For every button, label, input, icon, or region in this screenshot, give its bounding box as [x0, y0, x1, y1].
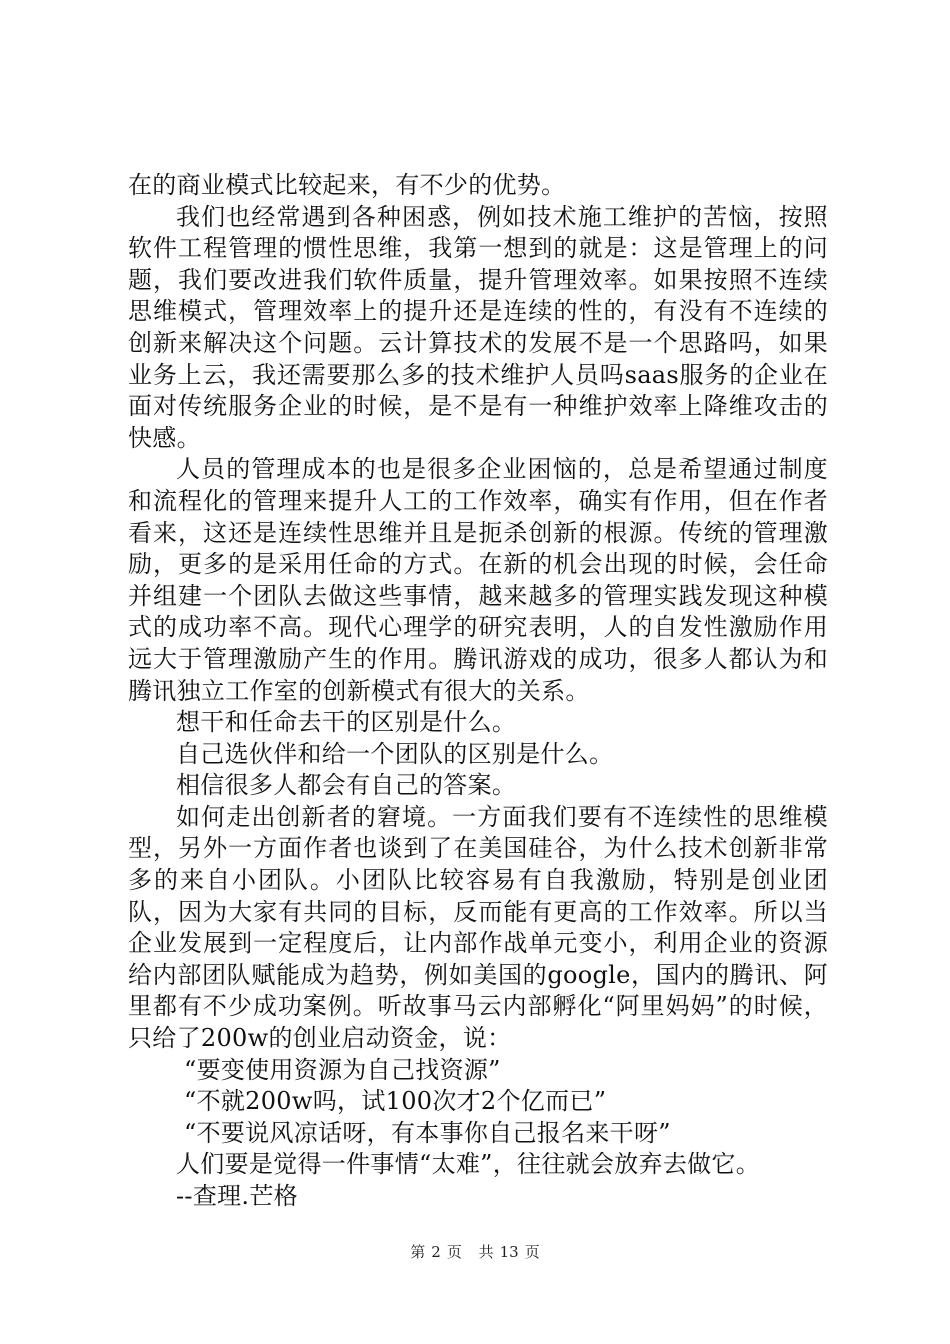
quote-3: “不要说风凉话呀，有本事你自己报名来干呀”: [184, 1118, 671, 1147]
page-footer: [0, 1241, 950, 1262]
page-number: 2: [431, 1243, 441, 1261]
quote-1: “要变使用资源为自己找资源”: [184, 1055, 501, 1084]
closing-quote: 人们要是觉得一件事情“太难”，往往就会放弃去做它。: [176, 1150, 761, 1179]
page-label-suffix: 页: [446, 1243, 462, 1261]
paragraph-5: 自己选伙伴和给一个团队的区别是什么。: [176, 739, 614, 768]
paragraph-3: 人员的管理成本的也是很多企业困恼的，总是希望通过制度和流程化的管理来提升人工的工作效率，确实有作用，但在作者看来，这还是连续性思维并且是扼杀创新的根源。传统的管理激励，更多的是采用任命的方式。在新的机会出现的时候，会任命并组建一个团队去做这些事情，越来越多的管理实践发现这种模式的成功率不高。现代心理学的研究表明，人的自发性激励作用远大于管理激励产生的作用。腾讯游戏的成功，很多人都认为和腾讯独立工作室的创新模式有很大的关系。: [128, 455, 828, 705]
paragraph-2: 我们也经常遇到各种困惑，例如技术施工维护的苦恼，按照软件工程管理的惯性思维，我第一想到的就是：这是管理上的问题，我们要改进我们软件质量，提升管理效率。如果按照不连续思维模式，管理效率上的提升还是连续的性的，有没有不连续的创新来解决这个问题。云计算技术的发展不是一个思路吗，如果业务上云，我还需要那么多的技术维护人员吗saas服务的企业在面对传统服务企业的时候，是不是有一种维护效率上降维攻击的快感。: [128, 202, 828, 452]
quote-2: “不就200w吗，试100次才2个亿而已”: [184, 1087, 607, 1116]
total-label-suffix: 页: [524, 1243, 540, 1261]
page-label-prefix: 第: [410, 1243, 426, 1261]
document-body: [128, 170, 828, 1213]
paragraph-4: 想干和任命去干的区别是什么。: [176, 708, 517, 737]
paragraph-7: 如何走出创新者的窘境。一方面我们要有不连续性的思维模型，另外一方面作者也谈到了在美国硅谷，为什么技术创新非常多的来自小团队。小团队比较容易有自我激励，特别是创业团队，因为大家有共同的目标，反而能有更高的工作效率。所以当企业发展到一定程度后，让内部作战单元变小，利用企业的资源给内部团队赋能成为趋势，例如美国的google，国内的腾讯、阿里都有不少成功案例。听故事马云内部孵化“阿里妈妈”的时候，只给了200w的创业启动资金，说：: [128, 802, 828, 1053]
paragraph-1: 在的商业模式比较起来，有不少的优势。: [128, 171, 566, 199]
total-indicator: [473, 1243, 546, 1261]
total-label-prefix: 共: [478, 1243, 494, 1261]
quote-attribution: --查理.芒格: [176, 1182, 298, 1210]
total-pages: 13: [499, 1243, 519, 1261]
page-indicator: [404, 1243, 468, 1261]
paragraph-6: 相信很多人都会有自己的答案。: [176, 771, 517, 800]
